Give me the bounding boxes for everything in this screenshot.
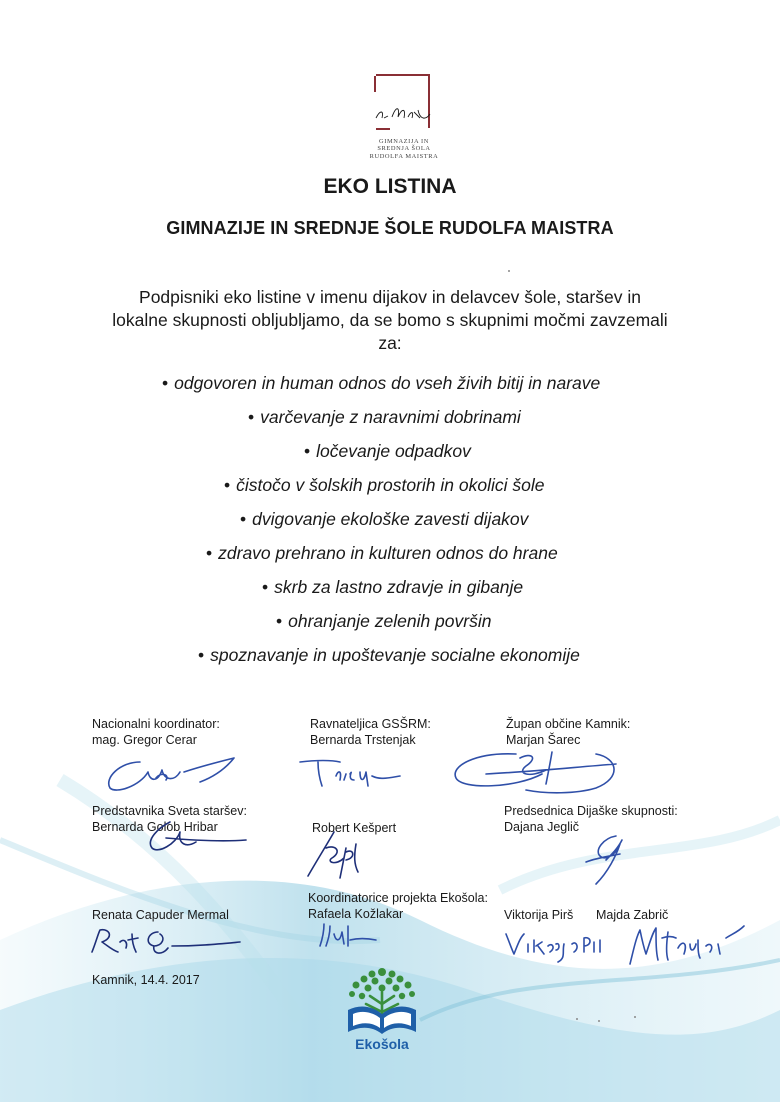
scan-speck: [634, 1016, 636, 1018]
pledge-text: ohranjanje zelenih površin: [288, 611, 492, 631]
document-title: EKO LISTINA: [323, 175, 457, 198]
signatory-national-coordinator: [92, 716, 220, 748]
signatory-role: Koordinatorice projekta Ekošola:: [308, 891, 488, 905]
signature-parents-council: [140, 818, 250, 858]
signatory-name: Rafaela Kožlakar: [308, 907, 404, 921]
pledge-text: zdravo prehrano in kulturen odnos do hrane: [218, 543, 558, 563]
pledge-text: čistočo v šolskih prostorih in okolici šole: [236, 475, 545, 495]
pledge-text: spoznavanje in upoštevanje socialne ekonomije: [210, 645, 580, 665]
signatory-name: Marjan Šarec: [506, 733, 581, 747]
bullet-icon: •: [224, 475, 231, 495]
signature-ekosola-coordinator: [318, 920, 378, 950]
pledge-text: varčevanje z naravnimi dobrinami: [260, 407, 521, 427]
pledge-text: odgovoren in human odnos do vseh živih bitij in narave: [174, 373, 601, 393]
signatory-name: Bernarda Trstenjak: [310, 733, 416, 747]
logo-line-2: SREDNJA ŠOLA: [377, 145, 431, 153]
logo-signature-image: [372, 100, 436, 126]
signature-robert: [300, 828, 380, 880]
signatory-name: Majda Zabrič: [596, 908, 669, 922]
logo-line-3: RUDOLFA MAISTRA: [369, 152, 439, 160]
signatory-role: Ravnateljica GSŠRM:: [310, 717, 431, 731]
signatory-name: Bernarda Golob Hribar: [92, 820, 218, 834]
signatory-student-council: [504, 803, 678, 835]
scan-speck: [508, 270, 510, 272]
pledge-item: [304, 441, 471, 462]
intro-paragraph: Podpisniki eko listine v imenu dijakov in delavcev šole, staršev in lokalne skupnosti obljubljamo, da se bomo s skupnimi močmi zavzemali za:: [112, 287, 668, 353]
bullet-icon: •: [262, 577, 269, 597]
pledge-item: [262, 577, 523, 598]
signatory-name: Renata Capuder Mermal: [92, 908, 229, 922]
signatory-ekosola-coordinators: [308, 890, 488, 922]
bullet-icon: •: [248, 407, 255, 427]
logo-line-1: GIMNAZIJA IN: [379, 138, 429, 145]
signatory-name: Viktorija Pirš: [504, 908, 574, 922]
pledge-item: [276, 611, 491, 632]
scan-speck: [576, 1018, 578, 1020]
bullet-icon: •: [304, 441, 311, 461]
ekosola-logo: [342, 964, 422, 1056]
bullet-icon: •: [198, 645, 205, 665]
pledge-text: dvigovanje ekološke zavesti dijakov: [252, 509, 529, 529]
bullet-icon: •: [240, 509, 247, 529]
pledge-item: [198, 645, 580, 666]
ekosola-tree-book-icon: [342, 964, 422, 1036]
bullet-icon: •: [276, 611, 283, 631]
signature-student-council: [576, 832, 636, 888]
signatory-name: Robert Kešpert: [312, 821, 397, 835]
logo-school-name: [368, 138, 440, 160]
signatory-headmistress: [310, 716, 431, 748]
signature-national-coordinator: [100, 752, 250, 798]
pledge-item: [224, 475, 544, 496]
pledge-item: [248, 407, 521, 428]
pledge-item: [206, 543, 558, 564]
pledge-item: [240, 509, 528, 530]
signature-mayor: [446, 744, 626, 800]
scan-speck: [598, 1020, 600, 1022]
signatory-role: Predsednica Dijaške skupnosti:: [504, 804, 678, 818]
signature-viktorija: [500, 926, 620, 966]
signatory-viktorija: [504, 907, 573, 923]
signatory-renata: [92, 907, 229, 923]
bullet-icon: •: [162, 373, 169, 393]
signature-majda: [626, 918, 748, 970]
signatory-role: Nacionalni koordinator:: [92, 717, 220, 731]
bullet-icon: •: [206, 543, 213, 563]
school-logo: [368, 74, 440, 164]
pledge-text: ločevanje odpadkov: [316, 441, 471, 461]
document-subtitle: GIMNAZIJE IN SREDNJE ŠOLE RUDOLFA MAISTRA: [166, 218, 614, 238]
signatory-role: Predstavnika Sveta staršev:: [92, 804, 247, 818]
signature-renata: [88, 924, 248, 958]
signatory-name: Dajana Jeglič: [504, 820, 580, 834]
place-and-date: Kamnik, 14.4. 2017: [92, 973, 200, 987]
signature-headmistress: [296, 752, 426, 792]
pledge-text: skrb za lastno zdravje in gibanje: [274, 577, 524, 597]
ekosola-logo-text: Ekošola: [355, 1036, 409, 1052]
signatory-role: Župan občine Kamnik:: [506, 717, 631, 731]
pledge-item: [162, 373, 600, 394]
signatory-name: mag. Gregor Cerar: [92, 733, 197, 747]
